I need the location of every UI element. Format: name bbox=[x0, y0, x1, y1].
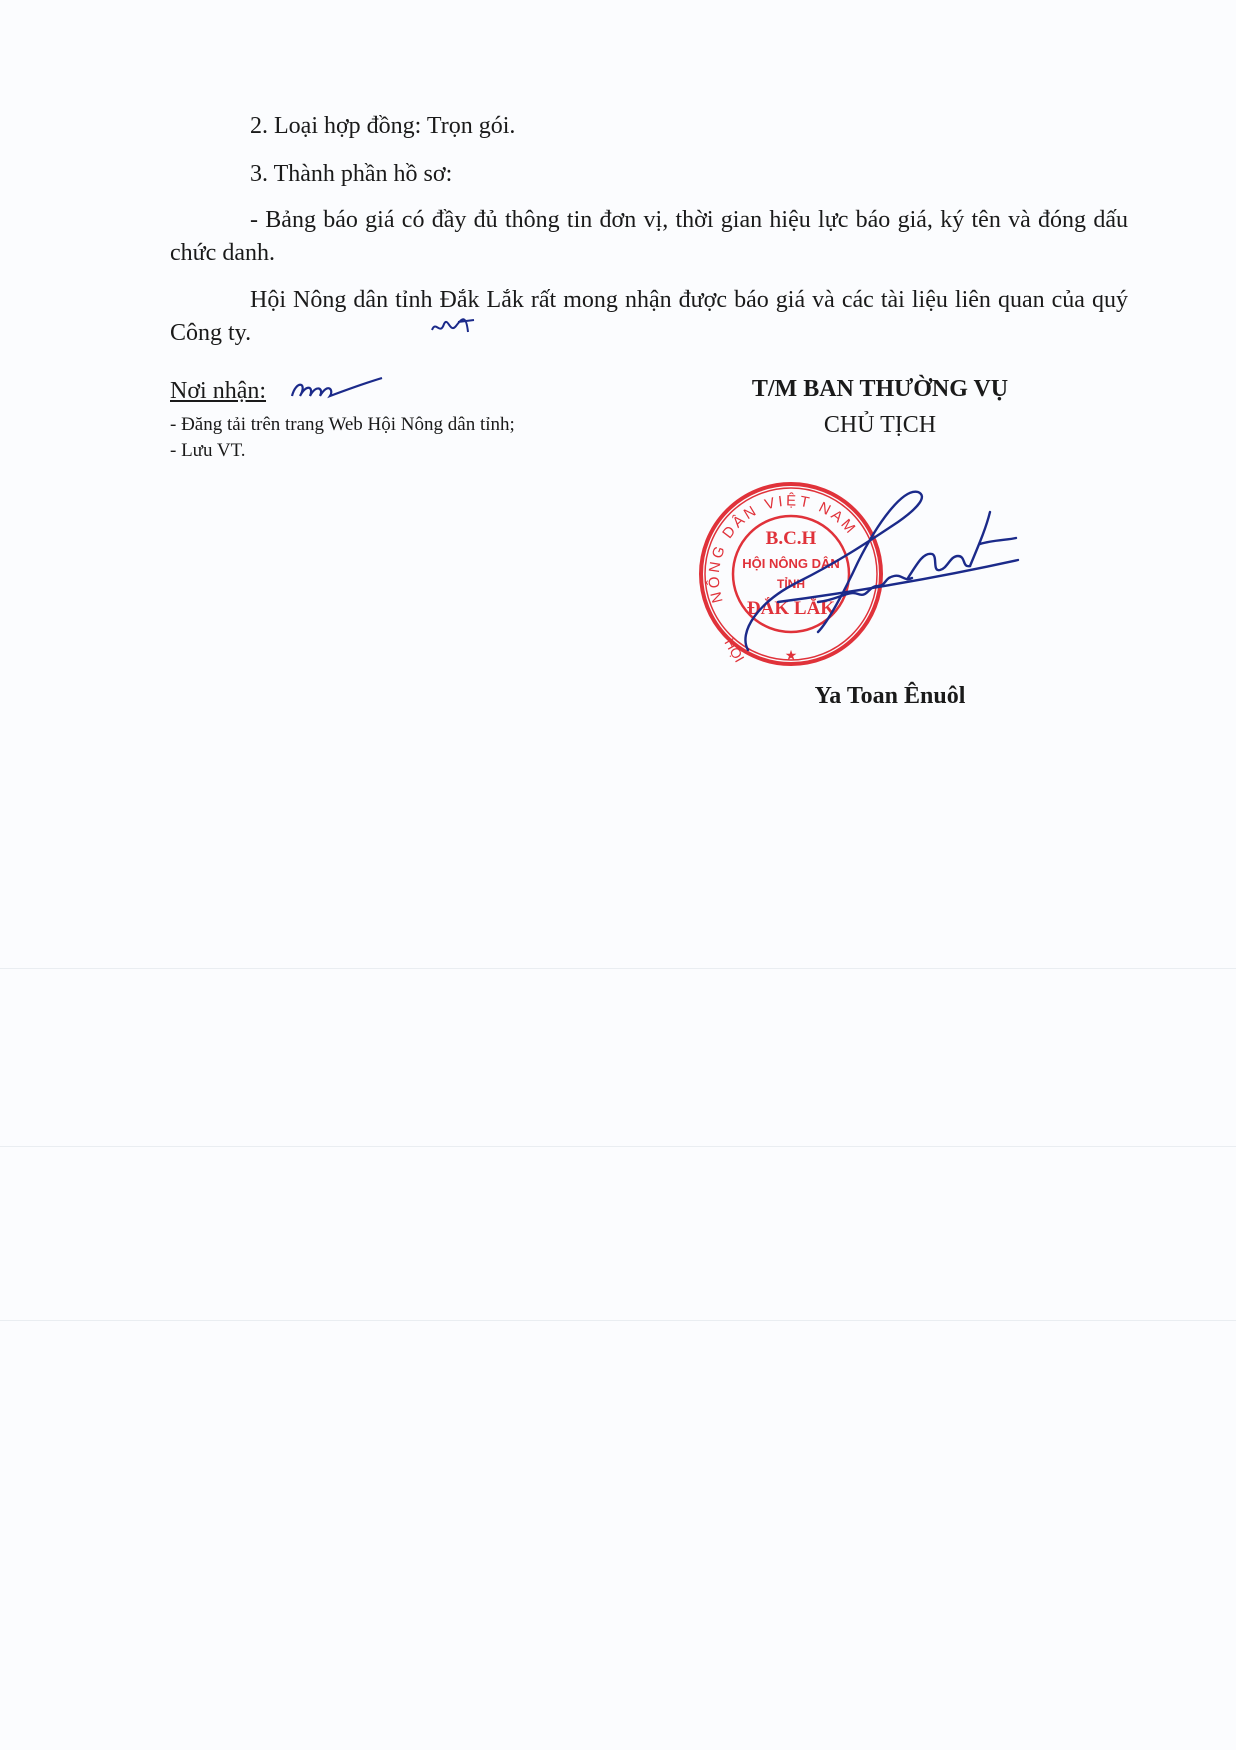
dossier-item: - Bảng báo giá có đầy đủ thông tin đơn vị, thời gian hiệu lực báo giá, ký tên và đóng dấu chức danh. bbox=[170, 207, 1128, 266]
dossier-heading: 3. Thành phần hồ sơ: bbox=[250, 161, 453, 187]
recipient-item: - Đăng tải trên trang Web Hội Nông dân tỉnh; bbox=[170, 414, 515, 435]
scan-artifact bbox=[0, 968, 1236, 969]
contract-type-line: 2. Loại hợp đồng: Trọn gói. bbox=[250, 113, 516, 139]
initials-mark bbox=[286, 374, 386, 406]
seal-ring-text: NÔNG DÂN VIỆT NAM bbox=[705, 492, 861, 605]
signature-role: CHỦ TỊCH bbox=[823, 412, 937, 438]
scan-artifact bbox=[0, 1320, 1236, 1321]
scan-artifact bbox=[0, 1146, 1236, 1147]
seal-center-line: TỈNH bbox=[777, 577, 805, 591]
signer-name: Ya Toan Ênuôl bbox=[814, 683, 966, 709]
seal-center-top: B.C.H bbox=[765, 528, 817, 549]
seal-star-icon: ★ bbox=[784, 649, 798, 664]
handwritten-signature bbox=[718, 482, 1038, 662]
seal-center-line: HỘI NÔNG DÂN bbox=[742, 556, 840, 571]
seal-ring-text-left: HỘI bbox=[721, 635, 748, 666]
signature-on-behalf: T/M BAN THƯỜNG VỤ bbox=[751, 376, 1009, 402]
recipients-title: Nơi nhận: bbox=[170, 378, 267, 404]
closing-paragraph: Hội Nông dân tỉnh Đắk Lắk rất mong nhận được báo giá và các tài liệu liên quan của quý Công ty. bbox=[170, 287, 1128, 346]
recipient-item: - Lưu VT. bbox=[170, 440, 246, 461]
seal-center-line: ĐẮK LẮK bbox=[746, 598, 836, 619]
initials-mark bbox=[428, 310, 478, 338]
